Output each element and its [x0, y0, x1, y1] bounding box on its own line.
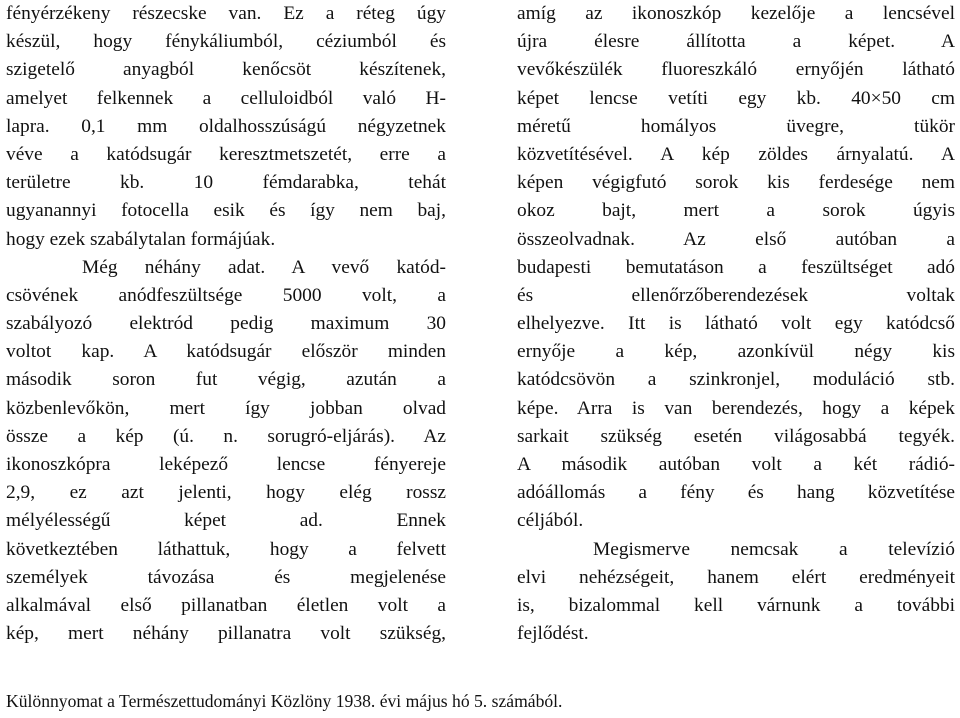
- text-line: amíg az ikonoszkóp kezelője a lencsével: [517, 3, 955, 24]
- text-line: újra élesre állította a képet. A: [517, 31, 955, 53]
- text-line: személyek távozása és megjelenése: [6, 566, 446, 588]
- text-line: méretű homályos üvegre, tükör: [517, 115, 955, 137]
- text-line: amelyet felkennek a celluloidból való H-: [6, 87, 446, 109]
- text-line: összeolvadnak. Az első autóban a: [517, 228, 955, 250]
- text-line: ikonoszkópra leképező lencse fényereje: [6, 454, 446, 475]
- text-line: voltot kap. A katódsugár először minden: [6, 341, 446, 363]
- text-line: vevőkészülék fluoreszkáló ernyőjén látható: [517, 59, 955, 81]
- text-line: katódcsövön a szinkronjel, moduláció stb.: [517, 369, 955, 391]
- text-line: alkalmával első pillanatban életlen volt a: [6, 594, 446, 616]
- text-line: csövének anódfeszültsége 5000 volt, a: [6, 284, 446, 306]
- text-line: is, bizalommal kell várnunk a további: [517, 594, 955, 616]
- text-line: képet lencse vetíti egy kb. 40×50 cm: [517, 87, 955, 109]
- right-text-column: [517, 0, 955, 648]
- text-line: képen végigfutó sorok kis ferdesége nem: [517, 172, 955, 194]
- text-line: szabályozó elektród pedig maximum 30: [6, 313, 446, 335]
- text-line: következtében láthattuk, hogy a felvett: [6, 538, 446, 560]
- reprint-footnote: Különnyomat a Természettudományi Közlöny 1938. évi május hó 5. számából.: [6, 691, 563, 711]
- text-line: adóállomás a fény és hang közvetítése: [517, 482, 955, 504]
- text-line: fényérzékeny részecske van. Ez a réteg úgy: [6, 3, 446, 24]
- text-line: második soron fut végig, azután a: [6, 369, 446, 391]
- text-line: kép, mert néhány pillanatra volt szükség,: [6, 623, 446, 645]
- text-line: közbenlevőkön, mert így jobban olvad: [6, 397, 446, 419]
- text-line: budapesti bemutatáson a feszültséget adó: [517, 256, 955, 278]
- text-line: fejlődést.: [517, 623, 589, 645]
- text-line: lapra. 0,1 mm oldalhosszúságú négyzetnek: [6, 115, 446, 137]
- text-line: 2,9, ez azt jelenti, hogy elég rossz: [6, 482, 446, 504]
- text-line: céljából.: [517, 510, 584, 532]
- text-line: képe. Arra is van berendezés, hogy a képek: [517, 397, 955, 419]
- text-line: sarkait szükség esetén világosabbá tegyék.: [517, 425, 955, 447]
- text-line: ugyanannyi fotocella esik és így nem baj,: [6, 200, 446, 222]
- text-line: mélyélességű képet ad. Ennek: [6, 510, 446, 532]
- left-text-column: [6, 0, 446, 648]
- text-line: elhelyezve. Itt is látható volt egy katódcső: [517, 313, 955, 335]
- text-line: hogy ezek szabálytalan formájúak.: [6, 228, 276, 250]
- text-line: elvi nehézségeit, hanem elért eredményeit: [517, 566, 955, 588]
- text-line: szigetelő anyagból kenőcsöt készítenek,: [6, 59, 446, 81]
- text-line: készül, hogy fénykáliumból, céziumból és: [6, 31, 446, 53]
- text-line: ernyője a kép, azonkívül négy kis: [517, 341, 955, 363]
- text-line: és ellenőrzőberendezések voltak: [517, 284, 955, 306]
- text-line: össze a kép (ú. n. sorugró-eljárás). Az: [6, 425, 446, 447]
- text-line: területre kb. 10 fémdarabka, tehát: [6, 172, 446, 194]
- text-line: Megismerve nemcsak a televízió: [593, 538, 955, 560]
- text-line: A második autóban volt a két rádió-: [517, 454, 955, 475]
- text-line: véve a katódsugár keresztmetszetét, erre a: [6, 143, 446, 165]
- text-line: Még néhány adat. A vevő katód-: [82, 256, 446, 278]
- text-line: közvetítésével. A kép zöldes árnyalatú. A: [517, 143, 955, 165]
- text-line: okoz bajt, mert a sorok úgyis: [517, 200, 955, 222]
